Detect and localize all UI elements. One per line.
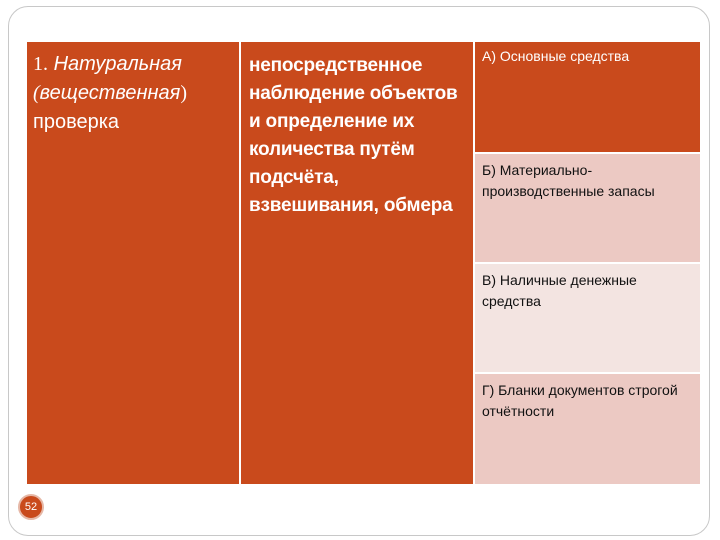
- object-label-a: А) Основные средства: [482, 48, 630, 64]
- page-number-badge: 52: [18, 494, 44, 520]
- object-cell-c: [475, 264, 700, 372]
- object-label-d: Г) Бланки документов строгой отчётности: [482, 382, 678, 419]
- object-cell-a: [475, 42, 700, 152]
- object-label-b: Б) Материально-производственные запасы: [482, 162, 655, 199]
- method-number: 1.: [33, 53, 48, 75]
- method-subname: вещественная: [39, 82, 181, 104]
- object-cell-d: [475, 374, 700, 484]
- method-word: проверка: [33, 111, 120, 133]
- object-label-c: В) Наличные денежные средства: [482, 272, 637, 309]
- method-title: 1. Натуральная (вещественная) проверка: [33, 53, 187, 133]
- definition-cell: [241, 42, 473, 484]
- object-cell-b: [475, 154, 700, 262]
- method-cell: [27, 42, 239, 484]
- definition-text: непосредственное наблюдение объектов и определение их количества путём подсчёта, взвешивания, обмера: [249, 55, 458, 216]
- method-name: Натуральная: [53, 53, 182, 75]
